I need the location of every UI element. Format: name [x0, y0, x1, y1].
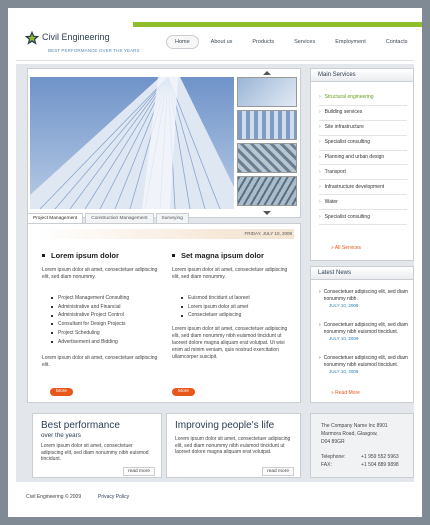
footer [16, 488, 414, 508]
nav-products[interactable]: Products [252, 39, 275, 45]
square-bullet-icon [51, 341, 53, 343]
news-text-content: Consectetuer adipiscing elit, sed diam nonummy nibh euismod tincidunt. [323, 355, 408, 368]
service-item[interactable] [319, 195, 407, 210]
list-item [51, 303, 162, 312]
bullet-icon [42, 254, 45, 257]
footer-copyright: Civil Engineering © 2009 [26, 494, 82, 500]
service-label: Building services [324, 109, 363, 116]
performance-text: Lorem ipsum dolor sit amet, consectetuer adipiscing elit, sed diam nonummy nibh euismod tincidunt. [41, 443, 149, 462]
thumbnail-1[interactable] [237, 77, 297, 107]
performance-subtitle: over the years [41, 432, 81, 439]
chevron-right-icon: › [319, 289, 321, 295]
service-item[interactable] [319, 106, 407, 121]
improving-title: Improving people's life [175, 420, 275, 431]
service-label: Transport [324, 168, 346, 175]
service-label: Structural engineering [324, 94, 374, 101]
slider-thumbnails [237, 75, 299, 211]
contact-box [310, 413, 414, 478]
chevron-right-icon: › [319, 109, 321, 116]
news-date: JULY 10, 2009 [329, 369, 359, 374]
square-bullet-icon [51, 315, 53, 317]
service-label: Site infrastructure [324, 124, 364, 131]
read-more-news-link[interactable]: » Read More [331, 390, 360, 396]
tab-surveying[interactable]: Surveying [156, 213, 189, 224]
news-item[interactable] [319, 289, 409, 308]
list-item-text: Administrative Project Control [58, 312, 124, 319]
performance-title: Best performance [41, 420, 120, 431]
address-line-3: D04 89GR [321, 439, 345, 445]
service-label: Specialist consulting [324, 213, 370, 220]
address-line-2: Marmora Road, Glasgow, [321, 431, 378, 437]
list-item [181, 303, 292, 312]
list-item-text: Consultant for Design Projects [58, 321, 126, 328]
tab-project-management[interactable]: Project Management [27, 213, 83, 224]
right-intro: Lorem ipsum dolor sit amet, consectetuer adipiscing elit, sed diam nonummy. [172, 267, 288, 280]
news-text [319, 322, 409, 335]
list-item-text: Euismod tincidunt ut laoreet [188, 295, 250, 301]
chevron-right-icon: › [319, 168, 321, 175]
list-item-text: Lorem ipsum dolor sit amet [188, 303, 249, 310]
main-services-title: Main Services [311, 69, 413, 82]
page [8, 8, 422, 517]
performance-read-more-button[interactable]: read more [123, 467, 155, 476]
news-date: JULY 10, 2009 [329, 303, 359, 308]
arrow-up-icon[interactable] [263, 71, 271, 75]
nav-contacts[interactable]: Contacts [385, 39, 408, 45]
fax-value: +1 504 889 9898 [361, 462, 399, 468]
main-services-box [310, 68, 414, 261]
left-title-text: Lorem ipsum dolor [51, 251, 119, 260]
thumbnail-4[interactable] [237, 176, 297, 206]
address-line-1: The Company Name Inc 8901 [321, 423, 388, 429]
chevron-right-icon: › [319, 355, 321, 361]
chevron-right-icon: › [319, 94, 321, 101]
left-more-button[interactable]: More [50, 388, 73, 396]
logo-title: Civil Engineering [42, 32, 110, 42]
service-item[interactable] [319, 121, 407, 136]
chevron-right-icon: › [319, 198, 321, 205]
services-list [319, 91, 407, 225]
service-label: Infrastructure development [324, 183, 385, 190]
list-item-text: Advertisement and Bidding [58, 338, 118, 345]
square-bullet-icon [181, 306, 183, 308]
latest-news-box [310, 266, 414, 403]
list-item [51, 329, 162, 338]
news-date: JULY 10, 2009 [329, 336, 359, 341]
square-bullet-icon [51, 306, 53, 308]
service-item[interactable] [319, 210, 407, 225]
news-text [319, 289, 409, 302]
main-nav [166, 35, 416, 49]
chevron-right-icon: › [319, 154, 321, 160]
chevron-right-icon: › [319, 322, 321, 328]
service-item[interactable] [319, 151, 407, 166]
header-accent-bar [133, 22, 422, 27]
list-item [51, 338, 162, 347]
list-item-text: Administrative and Financial [58, 303, 121, 310]
left-column [42, 251, 162, 369]
list-item [181, 294, 292, 303]
star-icon [24, 30, 40, 46]
improving-text: Lorem ipsum dolor sit amet, consectetuer adipiscing elit, sed diam nonummy nibh euismod tincidunt ut laoreet dolore magna aliquam erat volutpat. [175, 436, 291, 455]
bridge-image [30, 77, 234, 209]
left-list [51, 294, 162, 346]
list-item-text: Project Scheduling [58, 329, 100, 336]
square-bullet-icon [51, 323, 53, 325]
privacy-policy-link[interactable]: Privacy Policy [98, 494, 130, 500]
image-slider [27, 68, 301, 218]
tab-construction-management[interactable]: Construction Management [85, 213, 153, 224]
left-column-title [42, 251, 162, 260]
latest-news-title: Latest News [311, 267, 413, 280]
header-divider [16, 60, 414, 61]
list-item [51, 311, 162, 320]
chevron-right-icon: › [319, 139, 321, 146]
news-item[interactable] [319, 322, 409, 341]
tab-content-panel [27, 223, 301, 403]
news-item[interactable] [319, 355, 409, 374]
telephone-value: +1 959 552 5963 [361, 454, 399, 460]
right-column-title [172, 251, 292, 260]
left-intro: Lorem ipsum dolor sit amet, consectetuer adipiscing elit, sed diam nonummy. [42, 267, 158, 280]
square-bullet-icon [51, 297, 53, 299]
right-title-text: Set magna ipsum dolor [181, 251, 264, 260]
square-bullet-icon [181, 297, 183, 299]
nav-home[interactable]: Home [166, 35, 199, 49]
service-label: Specialist consulting [324, 139, 370, 146]
thumbnail-3[interactable] [237, 143, 297, 173]
logo-subtitle: BEST PERFORMANCE OVER THE YEARS [48, 48, 140, 53]
all-services-link[interactable]: » All Services [331, 245, 362, 251]
nav-about-us[interactable]: About us [210, 39, 233, 45]
news-text [319, 355, 409, 368]
square-bullet-icon [51, 332, 53, 334]
chevron-right-icon: › [319, 183, 321, 190]
date-bar [36, 229, 294, 239]
thumbnail-2[interactable] [237, 110, 297, 140]
right-list [181, 294, 292, 320]
news-text-content: Consectetuer adipiscing elit, sed diam nonummy nibh euismod tincidunt. [323, 322, 408, 335]
right-column [172, 251, 292, 361]
service-label: Planning and urban design [324, 154, 385, 160]
current-date: FRIDAY, JULY 10, 2009 [244, 231, 292, 236]
improving-box [166, 413, 301, 478]
logo[interactable] [16, 22, 140, 62]
service-item[interactable] [319, 165, 407, 180]
bullet-icon [172, 254, 175, 257]
service-item[interactable] [319, 180, 407, 195]
service-label: Water [324, 198, 338, 205]
right-more-button[interactable]: More [172, 388, 195, 396]
right-outro: Lorem ipsum dolor sit amet, consectetuer adipiscing elit, sed diam nonummy nibh euismod tincidunt ut laoreet dolore magna aliquam erat volutpat. Ut wisi enim ad minim veniam, quis nostrud exercitation ullamcorper suscipit. [172, 326, 288, 361]
improving-read-more-button[interactable]: read more [262, 467, 294, 476]
nav-employment[interactable]: Employment [335, 39, 366, 45]
left-outro: Lorem ipsum dolor sit amet, consectetuer adipiscing elit. [42, 355, 158, 369]
square-bullet-icon [181, 315, 183, 317]
header [8, 8, 422, 68]
arrow-down-icon[interactable] [263, 211, 271, 215]
chevron-right-icon: › [319, 124, 321, 131]
service-item[interactable] [319, 91, 407, 106]
slider-main-image[interactable] [30, 77, 234, 209]
performance-box [32, 413, 162, 478]
list-item-text: Project Management Consulting [58, 295, 130, 301]
list-item-text: Consectetuer adipiscing [188, 312, 242, 319]
telephone-label: Telephone: [321, 454, 346, 460]
news-text-content: Consectetuer adipiscing elit, sed diam nonummy nibh. [323, 289, 408, 302]
list-item [181, 311, 292, 320]
list-item [51, 320, 162, 329]
fax-label: FAX: [321, 462, 332, 468]
list-item [51, 294, 162, 303]
service-item[interactable] [319, 136, 407, 151]
nav-services[interactable]: Services [294, 39, 316, 45]
chevron-right-icon: › [319, 213, 321, 220]
